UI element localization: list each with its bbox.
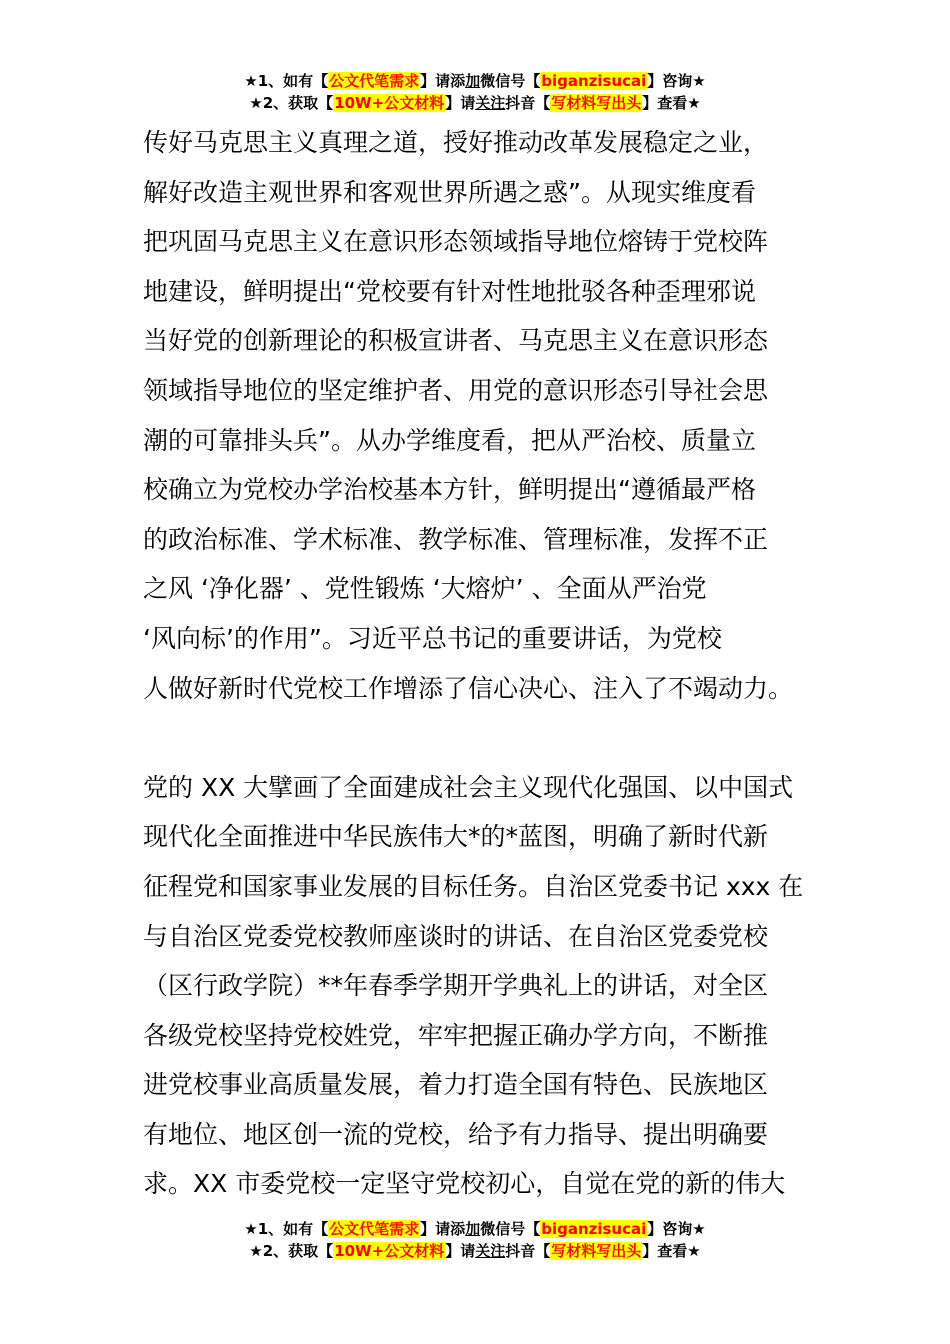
paragraph-gap: [143, 713, 813, 763]
text-line: 地建设，鲜明提出“党校要有针对性地批驳各种歪理邪说: [143, 276, 756, 306]
banner-text: 】咨询★: [647, 1220, 706, 1238]
paragraph-2: [143, 763, 813, 1209]
text-line: 征程党和国家事业发展的目标任务。自治区党委书记 xxx 在: [143, 871, 804, 901]
highlight-service: 公文代笔需求: [329, 72, 420, 90]
banner-text: 微信号【: [480, 72, 541, 90]
banner-text: 】查看★: [642, 1242, 701, 1260]
banner-text: 】请: [445, 1242, 476, 1260]
banner-line-1: [0, 70, 950, 92]
text-line: （区行政学院）**年春季学期开学典礼上的讲话，对全区: [143, 971, 769, 1001]
text-line: 的政治标准、学术标准、教学标准、管理标准，发挥不正: [143, 524, 769, 554]
banner-text: 】请: [445, 94, 476, 112]
text-line: 传好马克思主义真理之道，授好推动改革发展稳定之业，: [143, 128, 769, 157]
text-line: 之风 ‘净化器’ 、党性锻炼 ‘大熔炉’ 、全面从严治党: [143, 574, 707, 604]
header-banner: [0, 70, 950, 114]
text-line: 把巩固马克思主义在意识形态领域指导地位熔铸于党校阵: [143, 227, 769, 257]
text-line: 解好改造主观世界和客观世界所遇之惑”。从现实维度看: [143, 177, 756, 207]
highlight-service: 公文代笔需求: [329, 1220, 420, 1238]
text-line: 潮的可靠排头兵”。从办学维度看，把从严治校、质量立: [143, 425, 756, 455]
text-line: ‘风向标’的作用”。习近平总书记的重要讲话，为党校: [143, 623, 722, 653]
banner-text: 抖音【: [505, 1242, 551, 1260]
banner-text: ★1、如有【: [244, 72, 329, 90]
banner-underline: 加: [465, 72, 481, 90]
highlight-materials: 10W+公文材料: [334, 1242, 445, 1260]
text-line: 当好党的创新理论的积极宣讲者、马克思主义在意识形态: [143, 326, 769, 356]
text-line: 校确立为党校办学治校基本方针，鲜明提出“遵循最严格: [143, 475, 756, 505]
highlight-douyin: 写材料写出头: [551, 94, 642, 112]
banner-text: ★2、获取【: [249, 94, 334, 112]
highlight-wechat-id: biganzisucai: [541, 72, 647, 90]
banner-line-2: [0, 1240, 950, 1262]
highlight-materials: 10W+公文材料: [334, 94, 445, 112]
banner-text: 】请添: [420, 72, 466, 90]
text-line: 与自治区党委党校教师座谈时的讲话、在自治区党委党校: [143, 921, 769, 951]
text-line: 有地位、地区创一流的党校，给予有力指导、提出明确要: [143, 1119, 769, 1149]
paragraph-1: [143, 118, 813, 713]
banner-underline: 加: [465, 1220, 481, 1238]
document-body: [143, 118, 813, 1209]
banner-text: 微信号【: [480, 1220, 541, 1238]
highlight-wechat-id: biganzisucai: [541, 1220, 647, 1238]
text-line: 领域指导地位的坚定维护者、用党的意识形态引导社会思: [143, 375, 769, 405]
banner-text: ★2、获取【: [249, 1242, 334, 1260]
text-line: 人做好新时代党校工作增添了信心决心、注入了不竭动力。: [143, 673, 794, 703]
highlight-douyin: 写材料写出头: [551, 1242, 642, 1260]
text-line: 求。XX 市委党校一定坚守党校初心，自觉在党的新的伟大: [143, 1169, 786, 1199]
banner-underline: 关注: [475, 94, 506, 112]
banner-text: 】咨询★: [647, 72, 706, 90]
footer-banner: [0, 1218, 950, 1262]
banner-line-1: [0, 1218, 950, 1240]
banner-text: 抖音【: [505, 94, 551, 112]
banner-text: ★1、如有【: [244, 1220, 329, 1238]
text-line: 各级党校坚持党校姓党，牢牢把握正确办学方向，不断推: [143, 1020, 769, 1050]
banner-line-2: [0, 92, 950, 114]
banner-text: 】请添: [420, 1220, 466, 1238]
text-line: 党的 XX 大擘画了全面建成社会主义现代化强国、以中国式: [143, 772, 794, 802]
banner-text: 】查看★: [642, 94, 701, 112]
text-line: 进党校事业高质量发展，着力打造全国有特色、民族地区: [143, 1070, 769, 1100]
text-line: 现代化全面推进中华民族伟大*的*蓝图，明确了新时代新: [143, 822, 769, 852]
banner-underline: 关注: [475, 1242, 506, 1260]
